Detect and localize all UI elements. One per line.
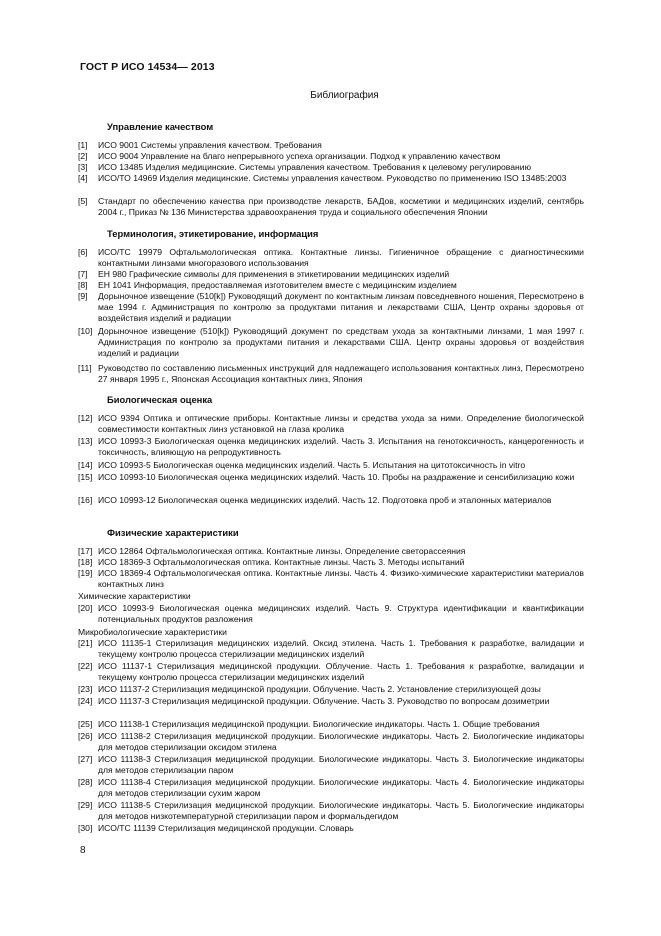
reference-text: Руководство по составлению письменных инструкций для надлежащего использования контактных линз, Пересмотрено 27 января 1995 г., Японская Ассоциация контактных линз, Япония (98, 363, 584, 385)
reference-text: ИСО/ТО 14969 Изделия медицинские. Системы управления качеством. Руководство по применению ISO 13485:2003 (98, 173, 567, 183)
reference-text: ИСО 11138-4 Стерилизация медицинской продукции. Биологические индикаторы. Часть 4. Биологические индикаторы для методов стерилизации сухим жаром (98, 777, 584, 799)
reference-number: [11] (78, 363, 92, 373)
reference-number: [16] (78, 495, 93, 505)
reference-number: [12] (78, 413, 93, 423)
reference-text: ИСО 9394 Оптика и оптические приборы. Контактные линзы и средства ухода за ними. Определение биологической совместимости контактных линз установкой на глаза кролика (98, 413, 584, 435)
reference-item (78, 754, 584, 776)
reference-number: [29] (78, 800, 93, 810)
reference-item (78, 495, 584, 506)
reference-item (78, 363, 584, 385)
reference-text: ИСО 9001 Системы управления качеством. Требования (98, 140, 322, 150)
reference-number: [9] (78, 291, 88, 301)
reference-text: ИСО 13485 Изделия медицинские. Системы управления качеством. Требования к целевому регулированию (98, 162, 532, 172)
reference-text: ИСО 11138-5 Стерилизация медицинской продукции. Биологические индикаторы. Часть 5. Биологические индикаторы для методов низкотемпературной стерилизации паром и формальдегидом (98, 800, 584, 822)
section-heading-physical: Физические характеристики (107, 527, 239, 538)
reference-number: [18] (78, 557, 93, 567)
section-heading-quality: Управление качеством (107, 121, 214, 132)
reference-number: [2] (78, 151, 88, 161)
page-number: 8 (80, 845, 86, 856)
reference-item (78, 162, 584, 173)
reference-number: [24] (78, 696, 93, 706)
reference-number: [13] (78, 436, 93, 446)
reference-text: Дорыночное извещение (510[k]) Руководящий документ по контактным линзам повседневного ношения, Пересмотрено в мае 1994 г. Администрация по контролю за продуктами питания и лекарствами США, Центр охраны здоровья от воздействия изделий и радиации (98, 291, 584, 324)
reference-number: [19] (78, 568, 93, 578)
reference-text: ИСО 10993-9 Биологическая оценка медицинских изделий. Часть 9. Структура идентификации и квантификации потенциальных продуктов разложения (98, 603, 584, 625)
reference-item (78, 151, 584, 162)
reference-item (78, 603, 584, 625)
reference-item (78, 638, 584, 660)
reference-item (78, 719, 584, 730)
reference-item (78, 196, 584, 218)
reference-text: ЕН 980 Графические символы для применения в этикетировании медицинских изделий (98, 269, 450, 279)
reference-text: ИСО 9004 Управление на благо непрерывного успеха организации. Подход к управлению качеством (98, 151, 501, 161)
reference-number: [5] (78, 196, 88, 206)
reference-number: [26] (78, 731, 93, 741)
reference-number: [8] (78, 280, 88, 290)
reference-text: ИСО 11138-2 Стерилизация медицинской продукции. Биологические индикаторы. Часть 2. Биологические индикаторы для методов стерилизации оксидом этилена (98, 731, 584, 753)
reference-text: ИСО 11135-1 Стерилизация медицинских изделий. Оксид этилена. Часть 1. Требования к разработке, валидации и текущему контролю процесса стерилизации медицинских изделий (98, 638, 584, 660)
reference-number: [6] (78, 247, 88, 257)
reference-text: ИСО 11138-1 Стерилизация медицинской продукции. Биологические индикаторы. Часть 1. Общие требования (98, 719, 540, 729)
reference-text: ИСО/ТС 19979 Офтальмологическая оптика. Контактные линзы. Гигиеничное обращение с диагностическими контактными линзами многоразового использования (98, 247, 584, 269)
reference-number: [1] (78, 140, 88, 150)
reference-item (78, 661, 584, 683)
reference-text: ЕН 1041 Информация, предоставляемая изготовителем вместе с медицинским изделием (98, 280, 457, 290)
standard-designation: ГОСТ Р ИСО 14534— 2013 (80, 61, 215, 73)
reference-item (78, 546, 584, 557)
reference-number: [17] (78, 546, 93, 556)
reference-number: [28] (78, 777, 93, 787)
reference-number: [22] (78, 661, 93, 671)
reference-number: [25] (78, 719, 93, 729)
reference-item (78, 557, 584, 568)
reference-number: [21] (78, 638, 93, 648)
reference-item (78, 247, 584, 269)
reference-item (78, 472, 584, 483)
reference-item (78, 269, 584, 280)
reference-item (78, 777, 584, 799)
reference-text: ИСО 10993-5 Биологическая оценка медицинских изделий. Часть 5. Испытания на цитотоксичность in vitro (98, 460, 526, 470)
reference-number: [7] (78, 269, 88, 279)
reference-text: ИСО 10993-3 Биологическая оценка медицинских изделий. Часть 3. Испытания на генотоксичность, канцерогенность и токсичность, влияющую на репродуктивность (98, 436, 584, 458)
reference-item (78, 696, 584, 707)
reference-number: [15] (78, 472, 93, 482)
reference-number: [20] (78, 603, 93, 613)
reference-text: ИСО 11137-2 Стерилизация медицинской продукции. Облучение. Часть 2. Установление стерилизующей дозы (98, 684, 541, 694)
reference-item (78, 568, 584, 590)
section-heading-biological: Биологическая оценка (107, 394, 213, 405)
reference-item (78, 460, 584, 471)
page-title: Библиография (310, 90, 379, 101)
reference-text: Стандарт по обеспечению качества при производстве лекарств, БАДов, косметики и медицинских изделий, сентябрь 2004 г., Приказ № 136 Министерства здравоохранения труда и социального обеспечения Японии (98, 196, 584, 218)
reference-item (78, 280, 584, 291)
reference-item (78, 291, 584, 324)
reference-item (78, 684, 584, 695)
reference-item (78, 173, 584, 184)
reference-item (78, 140, 584, 151)
reference-item (78, 800, 584, 822)
reference-text: ИСО/ТС 11139 Стерилизация медицинской продукции. Словарь (98, 823, 354, 833)
reference-number: [23] (78, 684, 93, 694)
reference-item (78, 823, 584, 834)
reference-text: ИСО 10993-10 Биологическая оценка медицинских изделий. Часть 10. Пробы на раздражение и сенсибилизацию кожи (98, 472, 575, 482)
reference-number: [3] (78, 162, 88, 172)
reference-number: [27] (78, 754, 93, 764)
reference-number: [14] (78, 460, 93, 470)
subheading-chemical: Химические характеристики (78, 591, 191, 601)
reference-item (78, 326, 584, 359)
reference-number: [4] (78, 173, 88, 183)
reference-item (78, 731, 584, 753)
reference-text: ИСО 10993-12 Биологическая оценка медицинских изделий. Часть 12. Подготовка проб и эталонных материалов (98, 495, 552, 505)
reference-number: [10] (78, 326, 93, 336)
reference-text: ИСО 12864 Офтальмологическая оптика. Контактные линзы. Определение светорассеяния (98, 546, 466, 556)
reference-text: ИСО 11138-3 Стерилизация медицинской продукции. Биологические индикаторы. Часть 3. Биологические индикаторы для методов стерилизации паром (98, 754, 584, 776)
reference-text: ИСО 18369-4 Офтальмологическая оптика. Контактные линзы. Часть 4. Физико-химические характеристики материалов контактных линз (98, 568, 584, 590)
reference-item (78, 436, 584, 458)
reference-text: ИСО 18369-3 Офтальмологическая оптика. Контактные линзы. Часть 3. Методы испытаний (98, 557, 465, 567)
subheading-microbiological: Микробиологические характеристики (78, 627, 227, 637)
reference-text: ИСО 11137-1 Стерилизация медицинской продукции. Облучение. Часть 1. Требования к разработке, валидации и текущему контролю процесса стерилизации медицинских изделий (98, 661, 584, 683)
section-heading-terminology: Терминология, этикетирование, информация (107, 228, 319, 239)
reference-number: [30] (78, 823, 93, 833)
reference-text: Дорыночное извещение (510[k]) Руководящий документ по средствам ухода за контактными линзами, 1 мая 1997 г. Администрация по контролю за продуктами питания и лекарствами США. Центр охраны здоровья от воздействия изделий и радиации (98, 326, 584, 359)
reference-item (78, 413, 584, 435)
reference-text: ИСО 11137-3 Стерилизация медицинской продукции. Облучение. Часть 3. Руководство по вопросам дозиметрии (98, 696, 550, 706)
